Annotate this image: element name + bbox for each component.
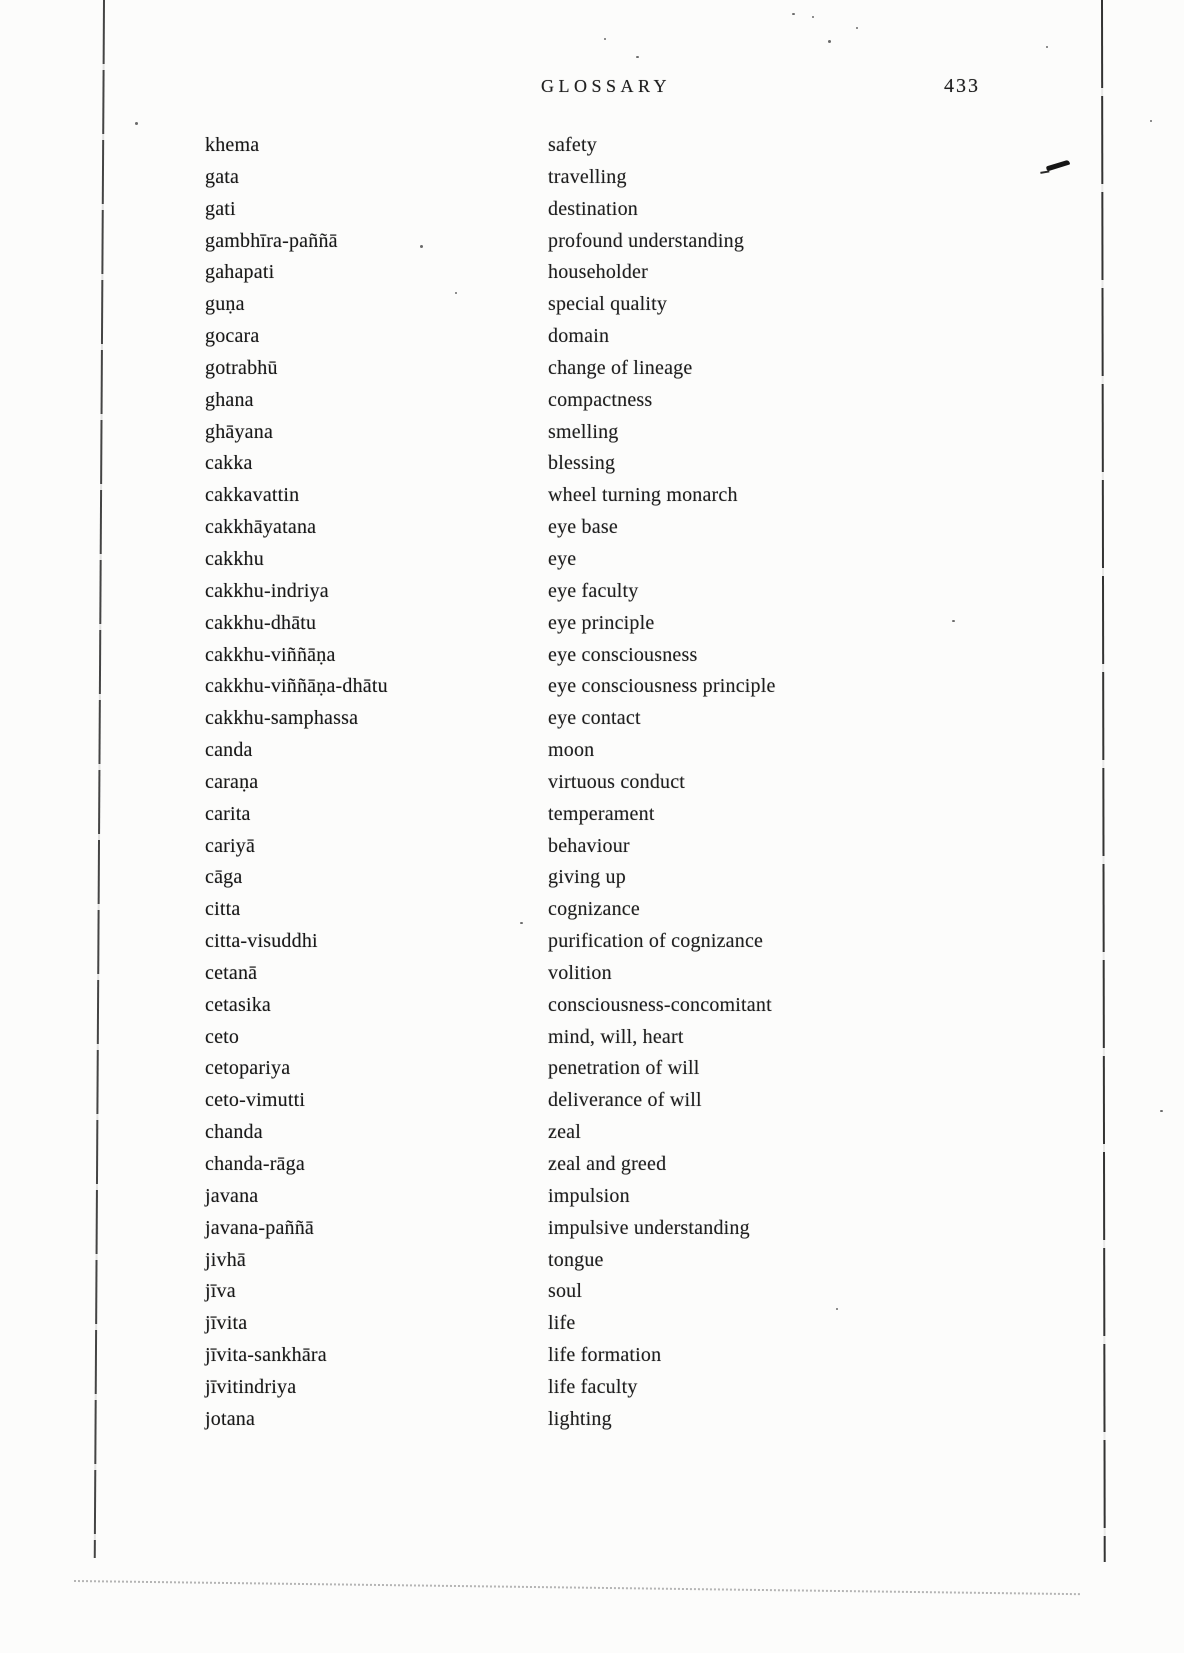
scan-edge-left-line: [94, 0, 105, 1558]
glossary-row: [205, 353, 985, 385]
glossary-row: [205, 958, 985, 990]
glossary-row: [205, 1149, 985, 1181]
glossary-term: cakkhu-viññāṇa-dhātu: [205, 675, 388, 698]
glossary-definition: life faculty: [548, 1375, 638, 1398]
glossary-row: [205, 799, 985, 831]
glossary-term: cakkhāyatana: [205, 516, 317, 539]
scan-speck: [812, 16, 814, 18]
glossary-definition: life: [548, 1312, 576, 1335]
glossary-term: cakkhu-viññāṇa: [205, 643, 336, 666]
glossary-term: carita: [205, 802, 251, 825]
glossary-term: cakka: [205, 452, 253, 475]
glossary-definition: eye faculty: [548, 579, 639, 602]
glossary-term: ceto: [205, 1025, 240, 1048]
glossary-row: [205, 1340, 985, 1372]
glossary-row: [205, 1053, 985, 1085]
glossary-term: cetopariya: [205, 1057, 291, 1080]
glossary-definition: virtuous conduct: [548, 770, 686, 793]
glossary-row: [205, 1117, 985, 1149]
glossary-row: [205, 1085, 985, 1117]
glossary-definition: soul: [548, 1280, 583, 1303]
glossary-term: citta: [205, 898, 241, 921]
glossary-term: ghana: [205, 388, 254, 411]
pen-mark: [1046, 160, 1070, 172]
glossary-row: [205, 576, 985, 608]
glossary-definition: impulsion: [548, 1184, 630, 1207]
scan-edge-right-line: [1101, 0, 1106, 1562]
glossary-definition: behaviour: [548, 834, 630, 857]
glossary-definition: householder: [548, 261, 648, 284]
glossary-term: gotrabhū: [205, 356, 278, 379]
scan-speck: [856, 27, 858, 29]
scan-speck: [636, 56, 639, 58]
glossary-term: gambhīra-paññā: [205, 229, 338, 252]
glossary-row: [205, 194, 985, 226]
glossary-term: jivhā: [205, 1248, 246, 1271]
glossary-row: [205, 831, 985, 863]
glossary-definition: smelling: [548, 420, 619, 443]
glossary-row: [205, 767, 985, 799]
glossary-term: cakkhu: [205, 547, 264, 570]
glossary-row: [205, 289, 985, 321]
glossary-term: gahapati: [205, 261, 275, 284]
glossary-row: [205, 1022, 985, 1054]
glossary-term: cakkhu-samphassa: [205, 707, 359, 730]
glossary-row: [205, 512, 985, 544]
glossary-definition: eye principle: [548, 611, 655, 634]
glossary-row: [205, 1276, 985, 1308]
scan-speck: [1160, 1110, 1163, 1112]
glossary-row: [205, 480, 985, 512]
glossary-term: ceto-vimutti: [205, 1089, 306, 1112]
glossary-row: [205, 226, 985, 258]
glossary-definition: safety: [548, 134, 597, 156]
glossary-row: [205, 894, 985, 926]
glossary-term: caraṇa: [205, 770, 259, 793]
glossary-term: jīva: [205, 1280, 236, 1303]
glossary-row: [205, 926, 985, 958]
glossary-term: jotana: [205, 1407, 256, 1430]
glossary-row: [205, 544, 985, 576]
glossary-definition: life formation: [548, 1344, 662, 1367]
glossary-definition: impulsive understanding: [548, 1216, 750, 1239]
glossary-term: chanda-rāga: [205, 1153, 305, 1175]
glossary-term: cetanā: [205, 961, 258, 984]
glossary-term: cakkhu-indriya: [205, 579, 329, 602]
glossary-definition: travelling: [548, 165, 627, 188]
glossary-definition: eye contact: [548, 707, 641, 730]
glossary-row: [205, 448, 985, 480]
glossary-term: jīvita: [205, 1312, 248, 1335]
glossary-definition: profound understanding: [548, 229, 745, 252]
glossary-term: gata: [205, 165, 240, 188]
glossary-definition: penetration of will: [548, 1057, 700, 1080]
glossary-definition: cognizance: [548, 898, 640, 921]
scan-speck: [792, 13, 795, 15]
scan-speck: [1046, 46, 1048, 48]
glossary-row: [205, 130, 985, 162]
glossary-row: [205, 735, 985, 767]
glossary-definition: change of lineage: [548, 356, 693, 379]
glossary-row: [205, 162, 985, 194]
glossary-row: [205, 608, 985, 640]
glossary-term: gati: [205, 197, 236, 220]
glossary-row: [205, 1181, 985, 1213]
glossary-row: [205, 417, 985, 449]
glossary-row: [205, 1372, 985, 1404]
glossary-row: [205, 1404, 985, 1436]
glossary-term: cakkavattin: [205, 484, 300, 507]
glossary-list: [205, 130, 985, 1436]
glossary-term: guṇa: [205, 293, 245, 316]
glossary-term: cariyā: [205, 834, 256, 857]
glossary-definition: consciousness-concomitant: [548, 993, 772, 1016]
glossary-definition: temperament: [548, 802, 655, 825]
glossary-definition: special quality: [548, 293, 668, 316]
glossary-definition: domain: [548, 325, 610, 348]
scan-speck: [828, 40, 831, 43]
glossary-row: [205, 321, 985, 353]
glossary-row: [205, 385, 985, 417]
glossary-row: [205, 990, 985, 1022]
glossary-definition: eye consciousness: [548, 643, 698, 666]
scan-edge-bottom-dotted-line: [74, 1580, 1080, 1595]
glossary-definition: destination: [548, 197, 638, 220]
glossary-definition: moon: [548, 739, 595, 762]
running-header-title: GLOSSARY: [541, 76, 672, 96]
glossary-definition: eye base: [548, 516, 618, 539]
glossary-term: cetasika: [205, 993, 272, 1016]
glossary-definition: blessing: [548, 452, 616, 475]
glossary-row: [205, 862, 985, 894]
glossary-term: cāga: [205, 866, 243, 889]
scan-speck: [135, 122, 138, 125]
glossary-definition: tongue: [548, 1248, 604, 1271]
glossary-definition: wheel turning monarch: [548, 484, 738, 507]
glossary-row: [205, 1245, 985, 1277]
glossary-term: jīvitindriya: [205, 1375, 297, 1398]
glossary-row: [205, 703, 985, 735]
glossary-definition: zeal: [548, 1121, 581, 1144]
glossary-row: [205, 1213, 985, 1245]
scan-speck: [604, 38, 606, 40]
glossary-term: khema: [205, 134, 260, 156]
glossary-definition: purification of cognizance: [548, 930, 764, 953]
page-number: 433: [944, 75, 980, 97]
glossary-term: javana: [205, 1184, 259, 1207]
glossary-term: ghāyana: [205, 420, 274, 443]
glossary-definition: eye: [548, 547, 577, 570]
glossary-row: [205, 671, 985, 703]
glossary-term: gocara: [205, 325, 260, 348]
glossary-row: [205, 1308, 985, 1340]
glossary-term: javana-paññā: [205, 1216, 315, 1239]
glossary-definition: volition: [548, 961, 612, 984]
glossary-definition: compactness: [548, 388, 653, 411]
glossary-term: cakkhu-dhātu: [205, 611, 317, 634]
glossary-term: jīvita-sankhāra: [205, 1344, 327, 1367]
glossary-definition: lighting: [548, 1407, 612, 1430]
glossary-term: citta-visuddhi: [205, 930, 318, 953]
glossary-definition: zeal and greed: [548, 1153, 667, 1175]
scan-speck: [1150, 120, 1152, 122]
glossary-term: canda: [205, 739, 253, 762]
glossary-definition: deliverance of will: [548, 1089, 702, 1112]
glossary-row: [205, 257, 985, 289]
glossary-row: [205, 640, 985, 672]
glossary-term: chanda: [205, 1121, 263, 1144]
glossary-definition: mind, will, heart: [548, 1025, 684, 1048]
glossary-definition: giving up: [548, 866, 626, 889]
glossary-definition: eye consciousness principle: [548, 675, 776, 698]
